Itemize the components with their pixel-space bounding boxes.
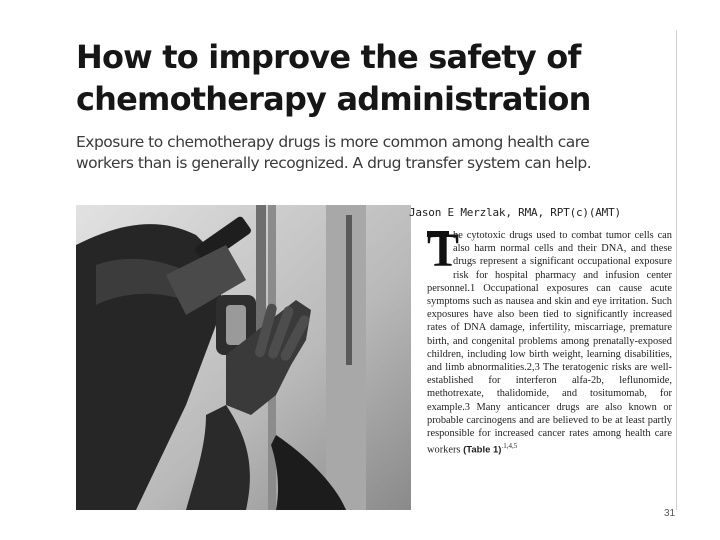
subtitle-line-1: Exposure to chemotherapy drugs is more common among health care	[76, 133, 590, 151]
title-line-2: chemotherapy administration	[76, 80, 591, 118]
scan-edge-line	[676, 30, 677, 510]
article-photo	[76, 205, 411, 510]
article-title	[76, 36, 666, 120]
table-reference: (Table 1)	[463, 444, 502, 456]
subtitle-line-2: workers than is generally recognized. A drug transfer system can help.	[76, 154, 592, 172]
drop-cap: T	[427, 229, 460, 277]
gloved-hands-iv-bag-image	[76, 205, 411, 510]
title-line-1: How to improve the safety of	[76, 38, 581, 76]
body-paragraph: he cytotoxic drugs used to combat tumor cells can also harm normal cells and their DNA, and these drugs represent a significant occupational exposure risk for hospital pharmacy and infusion center personnel.1 Occupational exposures can cause acute symptoms such as nausea and skin and eye irritation. Such exposures have also been tied to significantly increased rates of DNA damage, infertility, miscarriage, premature birth, and congenital problems among prenatally-exposed children, including low birth weight, learning disabilities, and limb abnormalities.2,3 The teratogenic risks are well-established for interferon alfa-2b, leflunomide, methotrexate, thalidomide, and tositumomab, for example.3 Many anticancer drugs are also known or probable carcinogens and are believed to be at least partly responsible for increased cancer rates among health care workers	[427, 230, 672, 456]
article-body	[427, 229, 672, 514]
citation-superscript: .1,4,5	[501, 442, 518, 451]
author-byline: Jason E Merzlak, RMA, RPT(c)(AMT)	[409, 206, 621, 219]
slide-number: 31	[664, 508, 676, 519]
article-subtitle	[76, 132, 636, 174]
